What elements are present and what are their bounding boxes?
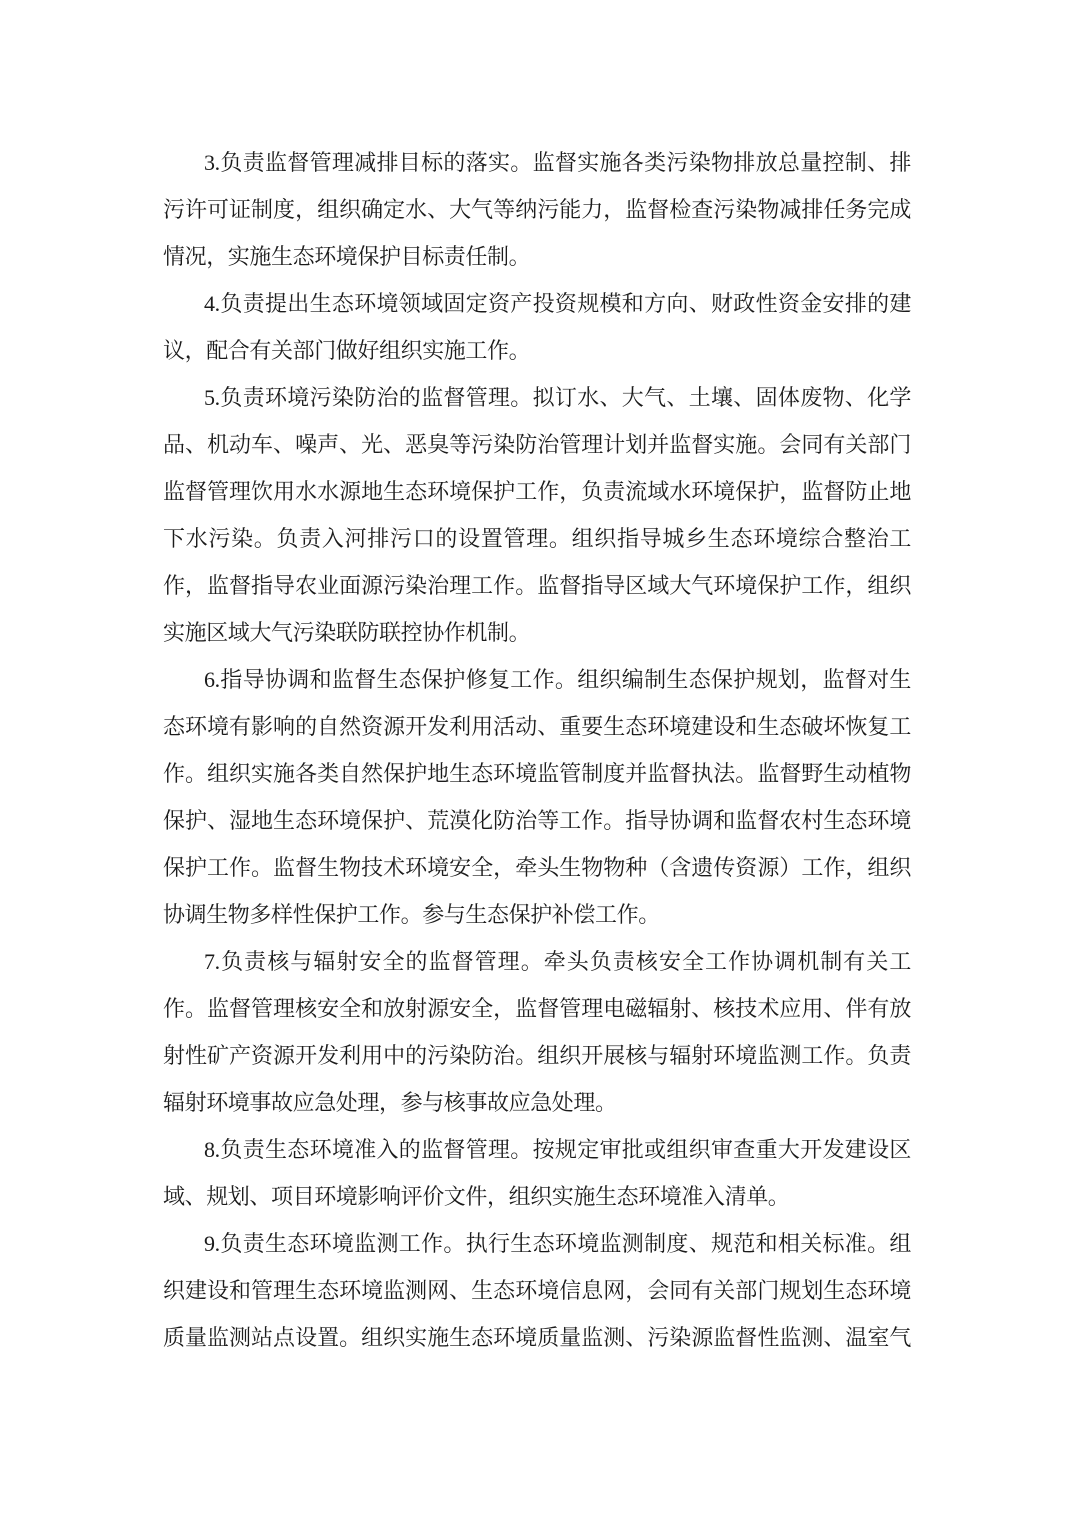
text-line: 下水污染。负责入河排污口的设置管理。组织指导城乡生态环境综合整治工: [163, 526, 911, 551]
text-line: 协调生物多样性保护工作。参与生态保护补偿工作。: [163, 902, 660, 927]
text-line: 4.负责提出生态环境领域固定资产投资规模和方向、财政性资金安排的建: [204, 291, 911, 316]
text-line: 射性矿产资源开发利用中的污染防治。组织开展核与辐射环境监测工作。负责: [163, 1043, 911, 1068]
paragraph: [163, 656, 911, 938]
paragraph: [163, 139, 911, 280]
text-block: [163, 139, 911, 1361]
text-line: 保护工作。监督生物技术环境安全，牵头生物物种（含遗传资源）工作，组织: [163, 855, 911, 880]
text-line: 态环境有影响的自然资源开发利用活动、重要生态环境建设和生态破坏恢复工: [163, 714, 911, 739]
text-line: 实施区域大气污染联防联控协作机制。: [163, 620, 531, 645]
paragraph: [163, 1220, 911, 1361]
text-line: 5.负责环境污染防治的监督管理。拟订水、大气、土壤、固体废物、化学: [204, 385, 911, 410]
text-line: 品、机动车、噪声、光、恶臭等污染防治管理计划并监督实施。会同有关部门: [163, 432, 911, 457]
paragraph: [163, 1126, 911, 1220]
text-line: 8.负责生态环境准入的监督管理。按规定审批或组织审查重大开发建设区: [204, 1137, 911, 1162]
text-line: 情况，实施生态环境保护目标责任制。: [163, 244, 531, 269]
paragraph: [163, 938, 911, 1126]
text-line: 监督管理饮用水水源地生态环境保护工作，负责流域水环境保护，监督防止地: [163, 479, 911, 504]
text-line: 污许可证制度，组织确定水、大气等纳污能力，监督检查污染物减排任务完成: [163, 197, 911, 222]
paragraph: [163, 374, 911, 656]
text-line: 保护、湿地生态环境保护、荒漠化防治等工作。指导协调和监督农村生态环境: [163, 808, 911, 833]
text-line: 质量监测站点设置。组织实施生态环境质量监测、污染源监督性监测、温室气: [163, 1325, 911, 1350]
text-line: 辐射环境事故应急处理，参与核事故应急处理。: [163, 1090, 617, 1115]
text-line: 6.指导协调和监督生态保护修复工作。组织编制生态保护规划，监督对生: [204, 667, 911, 692]
text-line: 作。监督管理核安全和放射源安全，监督管理电磁辐射、核技术应用、伴有放: [163, 996, 911, 1021]
text-line: 9.负责生态环境监测工作。执行生态环境监测制度、规范和相关标准。组: [204, 1231, 911, 1256]
text-line: 作。组织实施各类自然保护地生态环境监管制度并监督执法。监督野生动植物: [163, 761, 911, 786]
text-line: 7.负责核与辐射安全的监督管理。牵头负责核安全工作协调机制有关工: [204, 949, 911, 974]
text-line: 域、规划、项目环境影响评价文件，组织实施生态环境准入清单。: [163, 1184, 790, 1209]
text-line: 3.负责监督管理减排目标的落实。监督实施各类污染物排放总量控制、排: [204, 150, 911, 175]
text-line: 织建设和管理生态环境监测网、生态环境信息网，会同有关部门规划生态环境: [163, 1278, 911, 1303]
text-line: 作，监督指导农业面源污染治理工作。监督指导区域大气环境保护工作，组织: [163, 573, 911, 598]
paragraph: [163, 280, 911, 374]
text-line: 议，配合有关部门做好组织实施工作。: [163, 338, 531, 363]
